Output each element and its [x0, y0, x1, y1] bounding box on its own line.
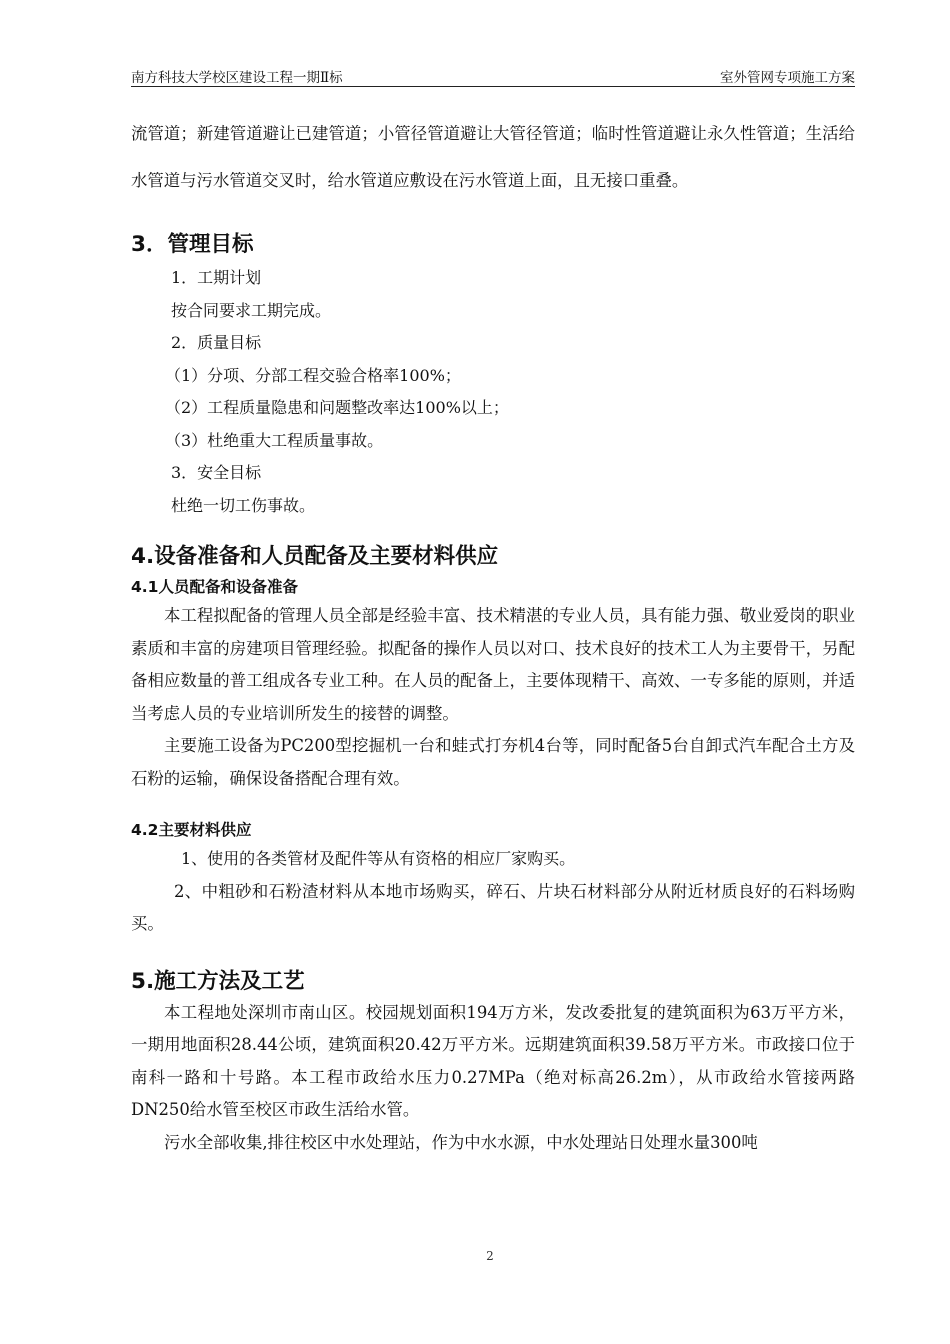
section-5-paragraph-2: 污水全部收集,排往校区中水处理站，作为中水水源，中水处理站日处理水量300吨: [164, 1132, 758, 1152]
section-3-item-1-title: 1．工期计划: [171, 268, 262, 287]
page-header: [131, 66, 855, 87]
section-4-1-paragraph-1: 本工程拟配备的管理人员全部是经验丰富、技术精湛的专业人员，具有能力强、敬业爱岗的职业素质和丰富的房建项目管理经验。拟配备的操作人员以对口、技术良好的技术工人为主要骨干，另配备相应数量的普工组成各专业工种。在人员的配备上，主要体现精干、高效、一专多能的原则，并适当考虑人员的专业培训所发生的接替的调整。: [131, 606, 855, 723]
section-3-item-2-title: 2．质量目标: [171, 333, 262, 352]
section-3-item-1-text: 按合同要求工期完成。: [171, 300, 332, 320]
header-project-title: 南方科技大学校区建设工程一期Ⅱ标: [131, 70, 343, 86]
section-4-2-item-1: 1、使用的各类管材及配件等从有资格的相应厂家购买。: [181, 849, 576, 868]
header-document-title: 室外管网专项施工方案: [720, 70, 855, 86]
section-4-2-item-2: 2、中粗砂和石粉渣材料从本地市场购买，碎石、片块石材料部分从附近材质良好的石料场购买。: [131, 881, 855, 933]
section-3-quality-point-1: （1）分项、分部工程交验合格率100%；: [165, 365, 461, 385]
section-3-quality-point-3: （3）杜绝重大工程质量事故。: [165, 430, 384, 450]
section-3-quality-point-2: （2）工程质量隐患和问题整改率达100%以上；: [165, 398, 509, 417]
section-3-item-3-title: 3．安全目标: [171, 463, 262, 482]
section-4-1-paragraph-2: 主要施工设备为PC200型挖掘机一台和蛙式打夯机4台等，同时配备5台自卸式汽车配合土方及石粉的运输，确保设备搭配合理有效。: [131, 736, 855, 788]
intro-paragraph: 流管道；新建管道避让已建管道；小管径管道避让大管径管道；临时性管道避让永久性管道；生活给水管道与污水管道交叉时，给水管道应敷设在污水管道上面，且无接口重叠。: [131, 124, 855, 190]
section-3-heading: 3．管理目标: [131, 232, 254, 257]
section-3-item-3-text: 杜绝一切工伤事故。: [171, 495, 316, 515]
section-5-paragraph-1: 本工程地处深圳市南山区。校园规划面积194万方米，发改委批复的建筑面积为63万平方米，一期用地面积28.44公顷，建筑面积20.42万平方米。远期建筑面积39.58万平方米。市政接口位于南科一路和十号路。本工程市政给水压力0.27MPa（绝对标高26.2m），从市政给水管接两路DN250给水管至校区市政生活给水管。: [131, 1002, 855, 1119]
page-number: 2: [486, 1249, 494, 1263]
section-5-heading: 5.施工方法及工艺: [131, 968, 305, 994]
section-4-heading: 4.设备准备和人员配备及主要材料供应: [131, 544, 499, 569]
section-4-2-heading: 4.2主要材料供应: [131, 821, 252, 839]
document-body: [131, 118, 855, 1159]
section-4-1-heading: 4.1人员配备和设备准备: [131, 578, 298, 596]
